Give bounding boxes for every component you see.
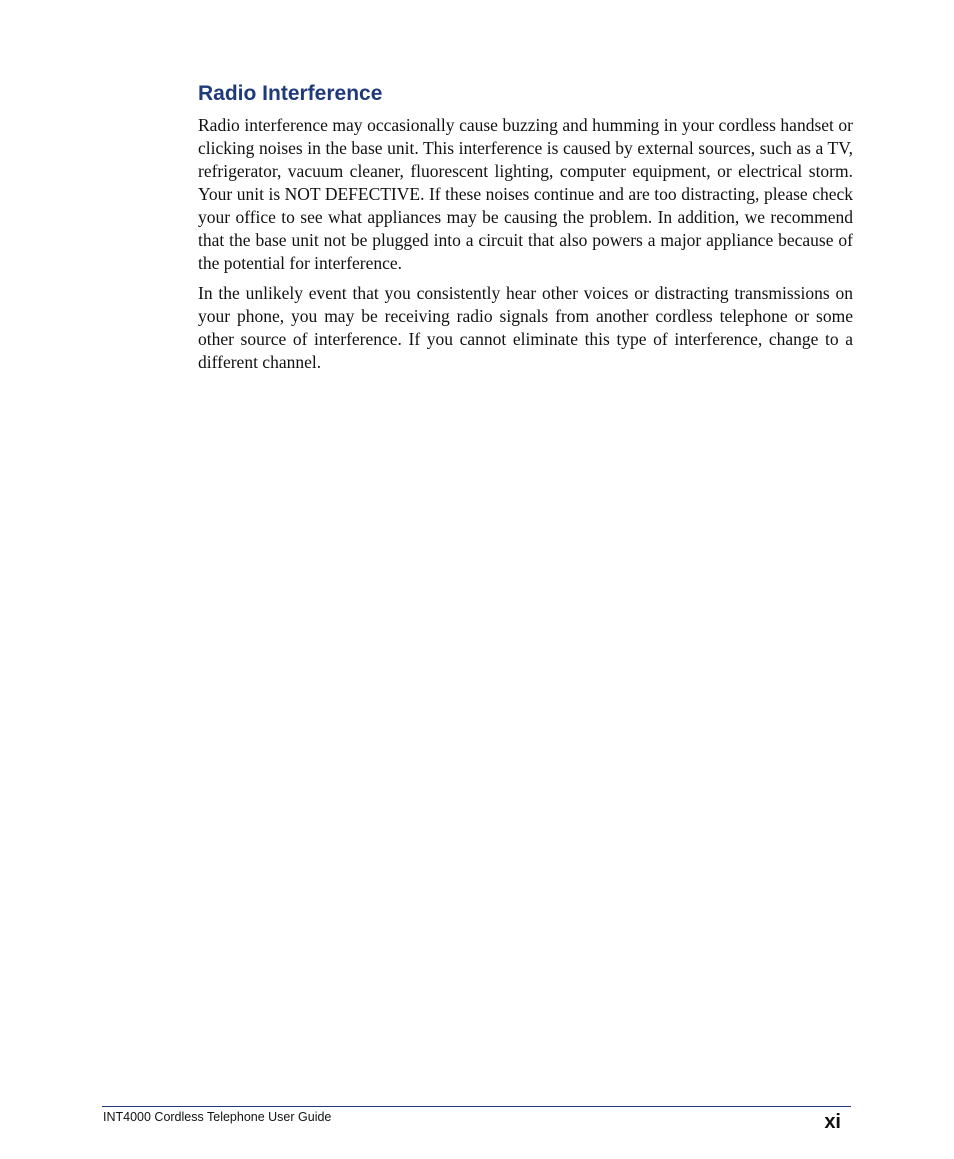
section-heading: Radio Interference (198, 82, 383, 105)
page-number: xi (824, 1111, 841, 1133)
paragraph-2: In the unlikely event that you consistently hear other voices or distracting transmissions on your phone, you may be receiving radio signals from another cordless telephone or some other source of interference. If you cannot eliminate this type of interference, change to a different channel. (198, 283, 853, 372)
paragraph-1: Radio interference may occasionally cause buzzing and humming in your cordless handset or clicking noises in the base unit. This interference is caused by external sources, such as a TV, refrigerator, vacuum cleaner, fluorescent lighting, computer equipment, or electrical storm. Your unit is NOT DEFECTIVE. If these noises continue and are too distracting, please check your office to see what appliances may be causing the problem. In addition, we recommend that the base unit not be plugged into a circuit that also powers a major appliance because of the potential for interference. (198, 115, 853, 273)
page-footer (102, 1106, 851, 1136)
content-area (198, 80, 853, 381)
footer-document-title: INT4000 Cordless Telephone User Guide (103, 1110, 332, 1124)
footer-rule (102, 1106, 851, 1107)
